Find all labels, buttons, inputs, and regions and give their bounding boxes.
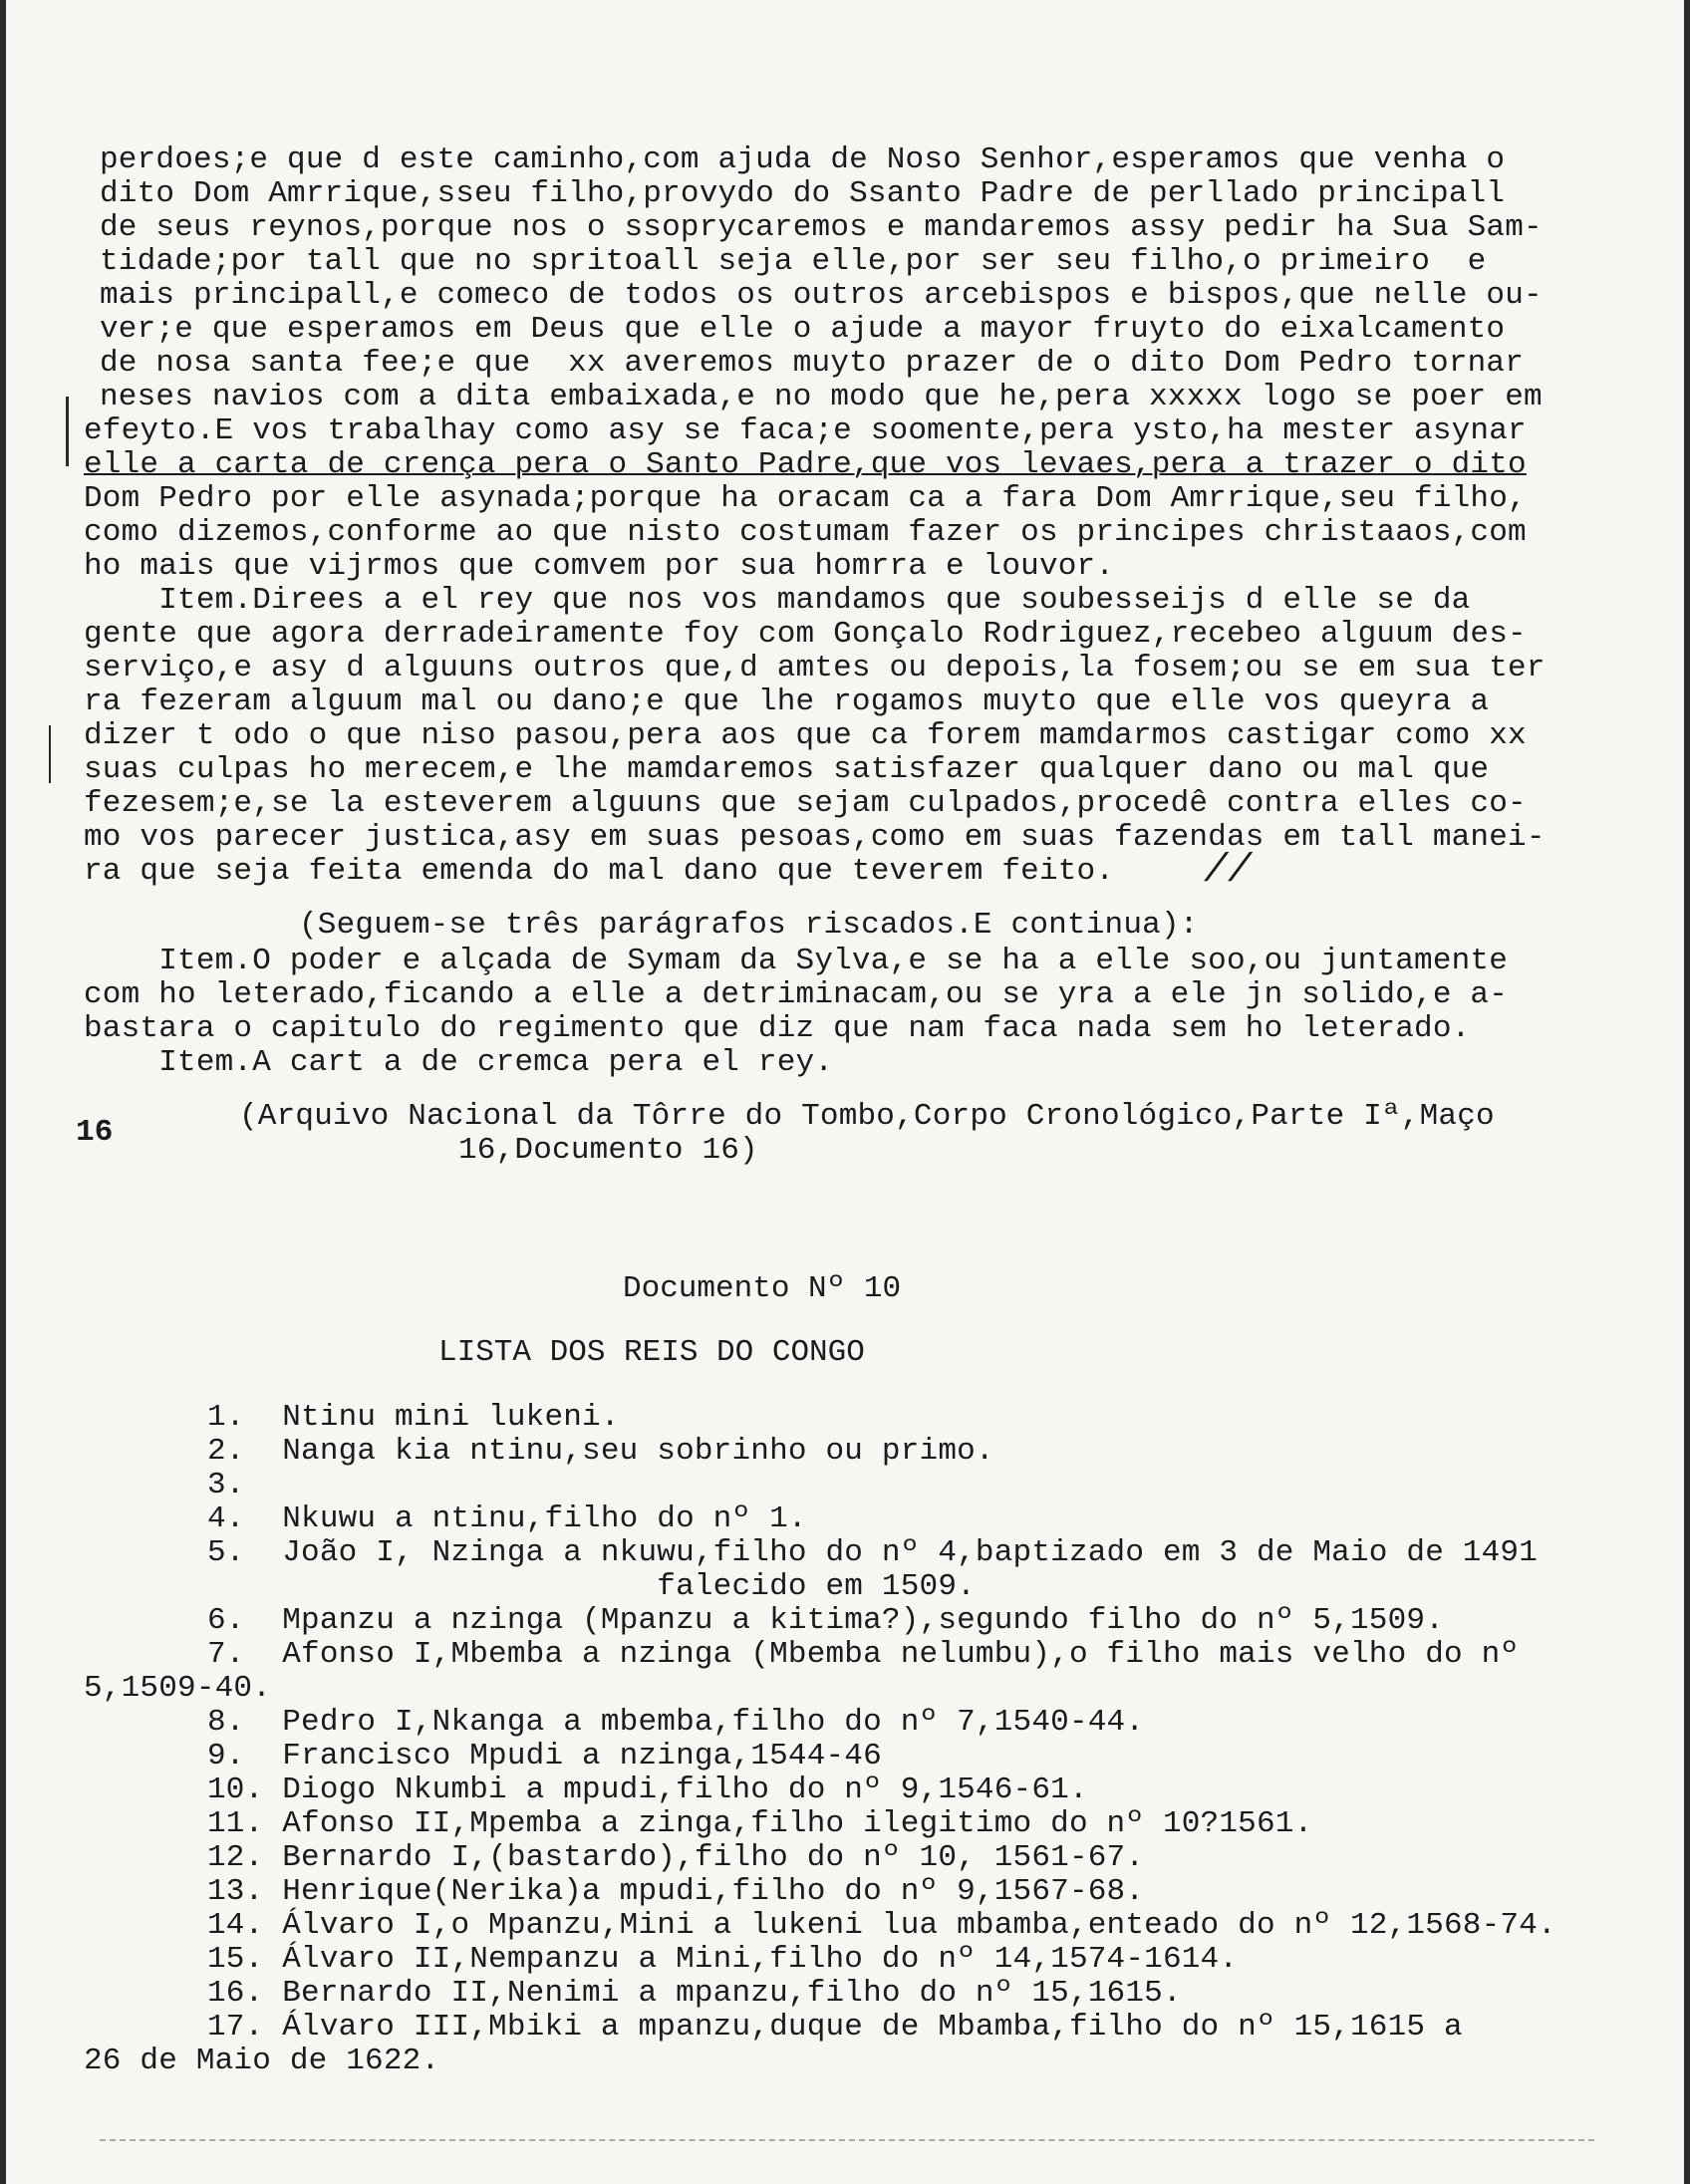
list-item: 9. Francisco Mpudi a nzinga,1544-46 <box>207 1739 882 1774</box>
list-item: 16. Bernardo II,Nenimi a mpanzu,filho do nº 15,1615. <box>207 1976 1182 2011</box>
double-slash-mark: // <box>1204 849 1253 894</box>
text-line: de nosa santa fee;e que xx averemos muyto prazer de o dito Dom Pedro tornar <box>100 346 1525 381</box>
list-item: 13. Henrique(Nerika)a mpudi,filho do nº 9,1567-68. <box>207 1874 1145 1909</box>
text-line: gente que agora derradeiramente foy com Gonçalo Rodriguez,recebeo alguum des- <box>84 617 1527 652</box>
list-item: 4. Nkuwu a ntinu,filho do nº 1. <box>207 1502 807 1536</box>
list-item: 15. Álvaro II,Nempanzu a Mini,filho do nº 14,1574-1614. <box>207 1942 1239 1977</box>
margin-mark <box>66 397 69 466</box>
list-item: 17. Álvaro III,Mbiki a mpanzu,duque de Mbamba,filho do nº 15,1615 a <box>207 2010 1463 2045</box>
text-line: suas culpas ho merecem,e lhe mamdaremos satisfazer qualquer dano ou mal que <box>84 752 1490 787</box>
list-item-continuation: 5,1509-40. <box>84 1671 272 1706</box>
text-line: tidade;por tall que no spritoall seja elle,por ser seu filho,o primeiro e <box>100 244 1487 279</box>
list-item: 2. Nanga kia ntinu,seu sobrinho ou primo. <box>207 1434 994 1469</box>
list-item: 7. Afonso I,Mbemba a nzinga (Mbemba nelumbu),o filho mais velho do nº <box>207 1637 1520 1672</box>
source-citation-line: 16,Documento 16) <box>458 1133 758 1168</box>
text-line: de seus reynos,porque nos o ssoprycaremos e mandaremos assy pedir ha Sua Sam- <box>100 210 1543 245</box>
list-item: 12. Bernardo I,(bastardo),filho do nº 10, 1561-67. <box>207 1840 1145 1875</box>
text-line: perdoes;e que d este caminho,com ajuda de Noso Senhor,esperamos que venha o <box>100 142 1506 177</box>
document-heading: Documento Nº 10 <box>623 1271 902 1306</box>
list-item: 11. Afonso II,Mpemba a zinga,filho ilegitimo do nº 10?1561. <box>207 1806 1313 1841</box>
list-item-continuation: 26 de Maio de 1622. <box>84 2044 440 2078</box>
text-line: dito Dom Amrrique,sseu filho,provydo do Ssanto Padre de perllado principall <box>100 176 1506 211</box>
list-item: 8. Pedro I,Nkanga a mbemba,filho do nº 7,1540-44. <box>207 1705 1145 1740</box>
list-item: 3. <box>207 1468 245 1502</box>
text-line: fezesem;e,se la esteverem alguuns que sejam culpados,procedê contra elles co- <box>84 786 1527 821</box>
list-item: 1. Ntinu mini lukeni. <box>207 1400 620 1435</box>
text-line: mais principall,e comeco de todos os outros arcebispos e bispos,que nelle ou- <box>100 278 1543 313</box>
text-line: ver;e que esperamos em Deus que elle o ajude a mayor fruyto do eixalcamento <box>100 312 1506 347</box>
list-item: falecido em 1509. <box>207 1569 976 1604</box>
text-line: ho mais que vijrmos que comvem por sua homrra e louvor. <box>84 549 1115 584</box>
text-line: bastara o capitulo do regimento que diz que nam faca nada sem ho leterado. <box>84 1011 1471 1046</box>
text-line: Item.A cart a de cremca pera el rey. <box>84 1045 834 1080</box>
text-line: ra fezeram alguum mal ou dano;e que lhe rogamos muyto que elle vos queyra a <box>84 684 1490 719</box>
text-line: neses navios com a dita embaixada,e no modo que he,pera xxxxx logo se poer em <box>100 380 1543 414</box>
list-item: 14. Álvaro I,o Mpanzu,Mini a lukeni lua mbamba,enteado do nº 12,1568-74. <box>207 1908 1556 1943</box>
text-line: Dom Pedro por elle asynada;porque ha oracam ca a fara Dom Amrrique,seu filho, <box>84 481 1527 516</box>
text-line: como dizemos,conforme ao que nisto costumam fazer os principes christaaos,com <box>84 515 1527 550</box>
text-line-underlined: elle a carta de crença pera o Santo Padre,que vos levaes,pera a trazer o dito <box>84 447 1527 482</box>
text-line: mo vos parecer justica,asy em suas pesoas,como em suas fazendas em tall manei- <box>84 820 1546 855</box>
list-item: 6. Mpanzu a nzinga (Mpanzu a kitima?),segundo filho do nº 5,1509. <box>207 1603 1444 1638</box>
text-line: dizer t odo o que niso pasou,pera aos que ca forem mamdarmos castigar como xx <box>84 718 1527 753</box>
list-item: 5. João I, Nzinga a nkuwu,filho do nº 4,baptizado em 3 de Maio de 1491 <box>207 1535 1539 1570</box>
text-line: com ho leterado,ficando a elle a detriminacam,ou se yra a ele jn solido,e a- <box>84 977 1509 1012</box>
list-item: 10. Diogo Nkumbi a mpudi,filho do nº 9,1546-61. <box>207 1773 1088 1807</box>
text-line: efeyto.E vos trabalhay como asy se faca;e soomente,pera ysto,ha mester asynar <box>84 413 1527 448</box>
page-bottom-rule <box>100 2139 1594 2141</box>
text-line: Item.Direes a el rey que nos vos mandamos que soubesseijs d elle se da <box>84 583 1471 618</box>
scan-edge-left <box>0 0 6 2184</box>
source-mark: 16 <box>76 1115 114 1150</box>
text-line: serviço,e asy d alguuns outros que,d amtes ou depois,la fosem;ou se em sua ter <box>84 651 1546 685</box>
text-line: ra que seja feita emenda do mal dano que teverem feito. <box>84 854 1115 889</box>
scan-edge-right <box>1684 0 1690 2184</box>
document-subheading: LISTA DOS REIS DO CONGO <box>438 1335 865 1370</box>
source-citation-line: (Arquivo Nacional da Tôrre do Tombo,Corpo Cronológico,Parte Iª,Maço <box>239 1099 1495 1134</box>
text-line: Item.O poder e alçada de Symam da Sylva,e se ha a elle soo,ou juntamente <box>84 944 1509 978</box>
editorial-note: (Seguem-se três parágrafos riscados.E continua): <box>299 908 1199 943</box>
margin-mark <box>49 725 51 783</box>
